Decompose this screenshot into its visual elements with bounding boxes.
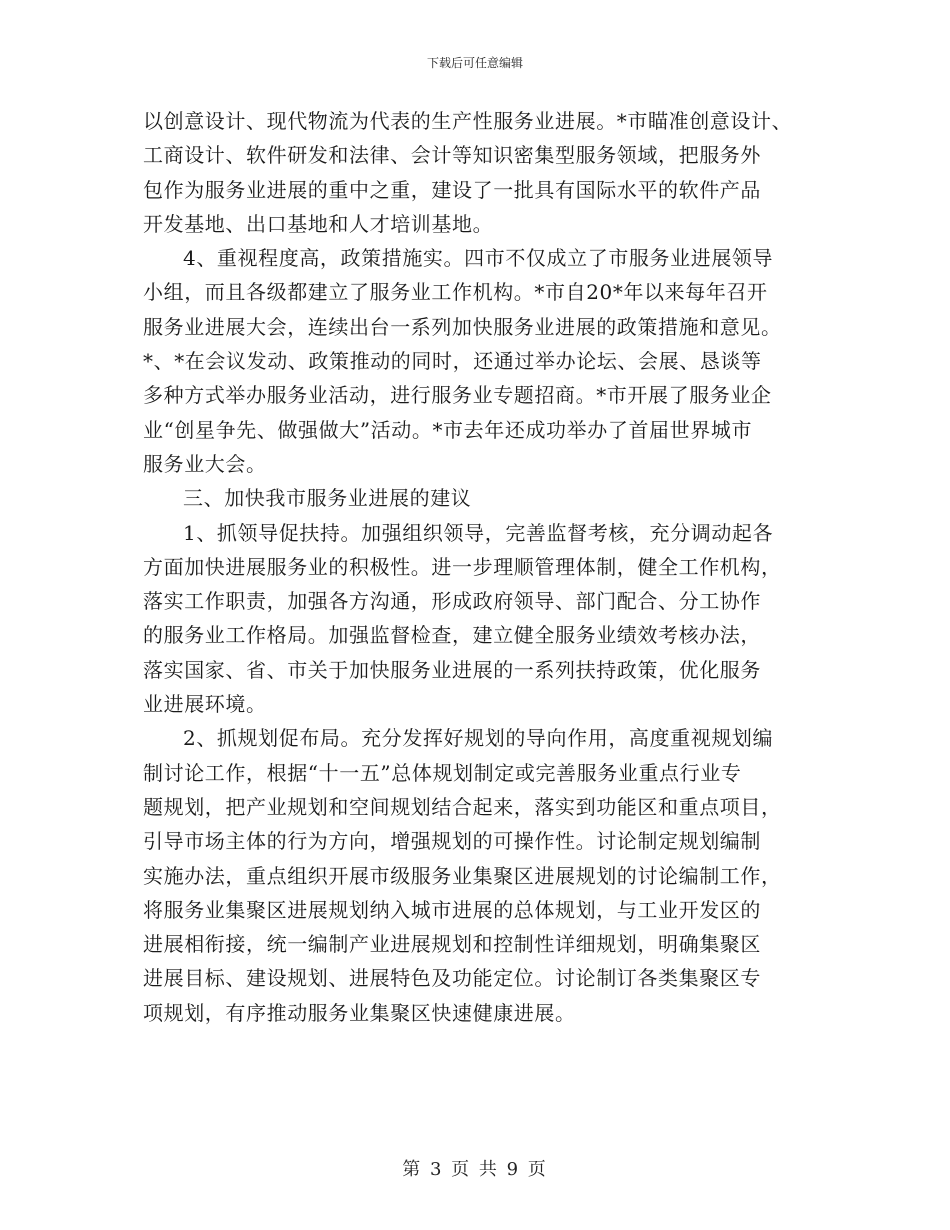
text-line: 4、重视程度高，政策措施实。四市不仅成立了市服务业进展领导 <box>183 246 774 271</box>
text-line: 进展相衔接，统一编制产业进展规划和控制性详细规划，明确集聚区 <box>143 932 761 957</box>
text-line: 的服务业工作格局。加强监督检查，建立健全服务业绩效考核办法， <box>143 623 761 648</box>
text-line: 制讨论工作，根据“十一五”总体规划制定或完善服务业重点行业专 <box>143 760 742 785</box>
document-body <box>143 104 823 1030</box>
text-line: 题规划，把产业规划和空间规划结合起来，落实到功能区和重点项目， <box>143 794 782 819</box>
text-line: 落实国家、省、市关于加快服务业进展的一系列扶持政策，优化服务 <box>143 657 761 682</box>
text-line: 开发基地、出口基地和人才培训基地。 <box>143 211 494 236</box>
text-line: 三、加快我市服务业进展的建议 <box>183 486 472 511</box>
text-line: *、*在会议发动、政策推动的同时，还通过举办论坛、会展、恳谈等 <box>143 349 762 374</box>
text-line: 多种方式举办服务业活动，进行服务业专题招商。*市开展了服务业企 <box>143 383 772 408</box>
page-footer: 第 3 页 共 9 页 <box>402 1159 548 1180</box>
text-line: 方面加快进展服务业的积极性。进一步理顺管理体制，健全工作机构， <box>143 554 782 579</box>
text-line: 业“创星争先、做强做大”活动。*市去年还成功举办了首届世界城市 <box>143 417 753 442</box>
text-line: 工商设计、软件研发和法律、会计等知识密集型服务领域，把服务外 <box>143 143 761 168</box>
text-line: 业进展环境。 <box>143 692 267 717</box>
text-line: 引导市场主体的行为方向，增强规划的可操作性。讨论制定规划编制 <box>143 829 761 854</box>
text-line: 将服务业集聚区进展规划纳入城市进展的总体规划，与工业开发区的 <box>143 897 761 922</box>
text-line: 落实工作职责，加强各方沟通，形成政府领导、部门配合、分工协作 <box>143 589 761 614</box>
text-line: 包作为服务业进展的重中之重，建设了一批具有国际水平的软件产品 <box>143 177 761 202</box>
text-line: 进展目标、建设规划、进展特色及功能定位。讨论制订各类集聚区专 <box>143 966 761 991</box>
text-line: 小组，而且各级都建立了服务业工作机构。*市自20*年以来每年召开 <box>143 280 768 305</box>
page-header: 下载后可任意编辑 <box>426 56 523 70</box>
text-line: 服务业进展大会，连续出台一系列加快服务业进展的政策措施和意见。 <box>143 314 782 339</box>
text-line: 服务业大会。 <box>143 451 267 476</box>
text-line: 实施办法，重点组织开展市级服务业集聚区进展规划的讨论编制工作， <box>143 863 782 888</box>
text-line: 1、抓领导促扶持。加强组织领导，完善监督考核，充分调动起各 <box>183 520 774 545</box>
text-line: 项规划，有序推动服务业集聚区快速健康进展。 <box>143 1000 576 1025</box>
text-line: 以创意设计、现代物流为代表的生产性服务业进展。*市瞄准创意设计、 <box>143 109 793 133</box>
text-line: 2、抓规划促布局。充分发挥好规划的导向作用，高度重视规划编 <box>183 726 774 751</box>
